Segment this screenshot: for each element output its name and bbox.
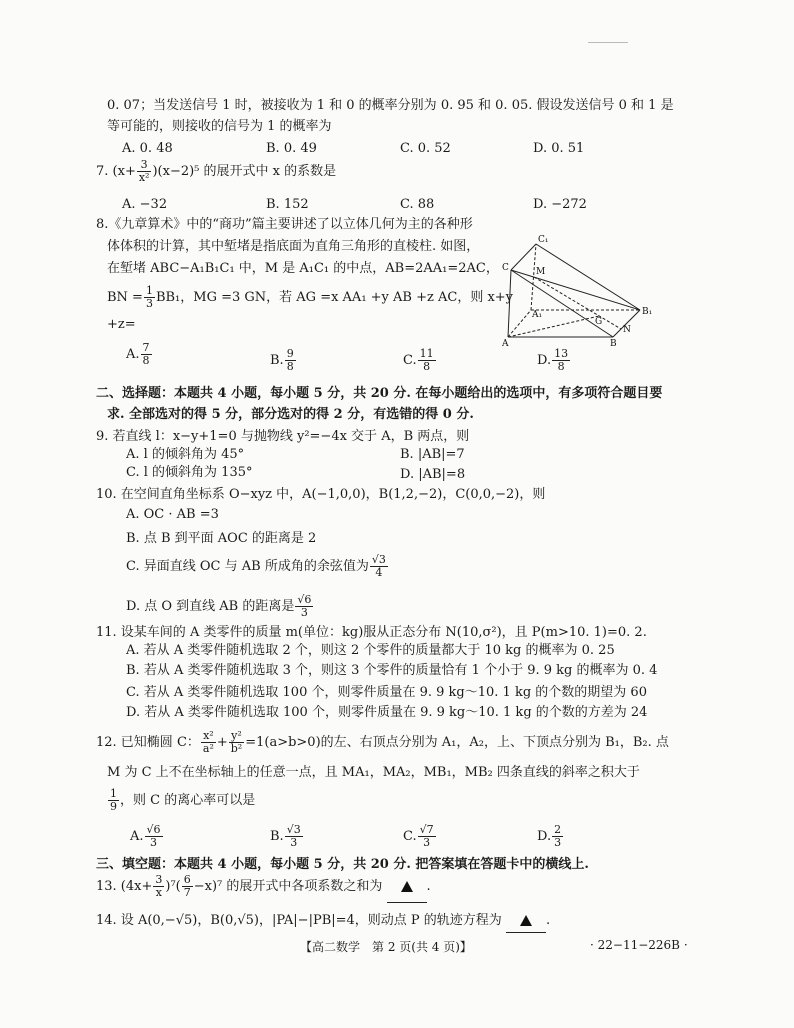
edge-a-c — [508, 270, 511, 337]
q6-line-2: 等可能的，则接收的信号为 1 的概率为 — [107, 119, 332, 134]
edge-a-a1 — [508, 310, 531, 337]
q12-option-c — [403, 822, 437, 852]
q7-frac-num: 3 — [137, 159, 152, 172]
section-3-heading: 三、填空题：本题共 4 小题，每小题 5 分，共 20 分. 把答案填在答题卡中的横线上. — [96, 857, 589, 872]
q12-prefix: 12. 已知椭圆 C： — [96, 735, 200, 750]
q14-period: . — [545, 913, 551, 928]
q14-stem — [96, 910, 550, 933]
edge-c-b1 — [511, 270, 640, 310]
q12-frac-x — [201, 730, 216, 755]
label-a1: A₁ — [532, 310, 543, 320]
q9-option-b: B. |AB|=7 — [400, 447, 465, 462]
edge-c-c1 — [511, 244, 536, 270]
q12-option-d-label: D. — [537, 829, 552, 844]
q12-suffix: =1(a>b>0)的左、右顶点分别为 A₁，A₂，上、下顶点分别为 B₁，B₂. 点 — [245, 735, 669, 750]
q12-frac-x-num: x² — [201, 730, 216, 743]
top-mark — [588, 42, 628, 43]
q10-option-d — [126, 592, 314, 622]
q12-option-b-label: B. — [270, 829, 284, 844]
q8-vec-rest: BB₁，MG =3 GN，若 AG =x AA₁ +y AB +z AC，则 x+y — [155, 290, 514, 305]
q13-mid: )⁷( — [165, 879, 181, 894]
q8-frac-num: 1 — [145, 284, 153, 297]
section-2-heading-1: 二、选择题：本题共 4 小题，每小题 5 分，共 20 分. 在每小题给出的选项中，有多项符合题目要 — [96, 386, 663, 401]
q12-option-a-num: √6 — [146, 823, 161, 836]
q10-option-b: B. 点 B 到平面 AOC 的距离是 2 — [126, 531, 317, 546]
q12-option-c-den: 3 — [423, 836, 431, 849]
q12-frac-y-num: y² — [229, 730, 244, 743]
q11-option-b: B. 若从 A 类零件随机选取 3 个，则这 3 个零件的质量恰有 1 个小于 9. 9 kg 的概率为 0. 4 — [126, 663, 658, 678]
q12-line-1 — [96, 728, 669, 758]
q8-fraction — [144, 285, 155, 310]
triangle-icon — [401, 881, 413, 892]
q12-plus: + — [216, 735, 228, 750]
q13-frac-2-den: 7 — [183, 886, 191, 899]
q9-option-c: C. l 的倾斜角为 135° — [126, 465, 253, 480]
q7-option-d: D. −272 — [533, 197, 587, 212]
q12-ninth-num: 1 — [110, 787, 117, 800]
q8-option-c-num: 11 — [419, 347, 434, 360]
q10-stem: 10. 在空间直角坐标系 O−xyz 中，A(−1,0,0)，B(1,2,−2)，C(0,0,−2)，则 — [96, 487, 546, 502]
footer-code: · 22−11−226B · — [590, 938, 688, 952]
q12-option-d-den: 3 — [554, 836, 562, 849]
q7-option-b: B. 152 — [266, 197, 309, 212]
q14-text: 14. 设 A(0,−√5)，B(0,√5)，|PA|−|PB|=4，则动点 P 的轨迹方程为 — [96, 913, 502, 928]
q6-option-d: D. 0. 51 — [533, 141, 585, 156]
q8-option-d-frac — [552, 348, 570, 373]
q10-option-d-num: √6 — [297, 593, 312, 606]
q10-option-c-den: 4 — [375, 566, 383, 579]
q12-option-d-frac — [552, 824, 563, 849]
q8-line-4 — [107, 284, 513, 312]
q10-option-d-frac — [295, 594, 313, 619]
q10-option-c-frac — [370, 554, 388, 579]
q13-prefix: 13. (4x+ — [96, 879, 153, 894]
q10-option-c-num: √3 — [371, 553, 386, 566]
q8-line-1: 8.《九章算术》中的“商功”篇主要讲述了以立体几何为主的各种形 — [96, 217, 473, 232]
q8-option-a-den: 8 — [142, 354, 150, 367]
q12-option-b-frac — [285, 824, 303, 849]
q12-option-a-frac — [145, 824, 163, 849]
label-n: N — [623, 325, 631, 335]
q8-option-c-label: C. — [403, 353, 417, 368]
q8-option-d-label: D. — [537, 353, 552, 368]
q12-option-d — [537, 822, 564, 852]
q8-option-c-den: 8 — [423, 360, 431, 373]
q8-line-2: 体体积的计算，其中堑堵是指底面为直角三角形的直棱柱. 如图， — [107, 239, 480, 254]
label-c: C — [502, 263, 509, 273]
label-c1: C₁ — [538, 235, 549, 245]
q13-frac-1 — [153, 874, 164, 899]
q10-option-c-text: C. 异面直线 OC 与 AB 所成角的余弦值为 — [126, 559, 369, 574]
q13-text: −x)⁷ 的展开式中各项系数之和为 — [193, 879, 383, 894]
q7-fraction — [137, 159, 152, 184]
q8-option-b-num: 9 — [286, 347, 294, 360]
q11-option-c: C. 若从 A 类零件随机选取 100 个，则零件质量在 9. 9 kg～10. 1 kg 的个数的期望为 60 — [126, 685, 647, 700]
section-2-heading-2: 求. 全部选对的得 5 分，部分选对的得 2 分，有选错的得 0 分. — [107, 407, 474, 422]
q13-frac-2-num: 6 — [183, 873, 191, 886]
q9-option-d: D. |AB|=8 — [400, 467, 466, 482]
q11-option-a: A. 若从 A 类零件随机选取 2 个，则这 2 个零件的质量都大于 10 kg 的概率为 0. 25 — [126, 643, 615, 658]
q9-stem: 9. 若直线 l：x−y+1=0 与抛物线 y²=−4x 交于 A，B 两点，则 — [96, 429, 470, 444]
q10-option-a: A. OC · AB =3 — [126, 507, 219, 522]
q10-option-d-den: 3 — [300, 606, 308, 619]
q12-option-c-num: √7 — [419, 823, 434, 836]
q8-option-d-den: 8 — [557, 360, 565, 373]
q13-frac-2 — [182, 874, 193, 899]
q12-frac-y — [229, 730, 244, 755]
q12-option-b-den: 3 — [290, 836, 298, 849]
q6-option-c: C. 0. 52 — [400, 141, 451, 156]
q13-answer-blank[interactable] — [387, 872, 427, 903]
edge-c1-b1 — [536, 244, 640, 310]
prism-figure — [498, 232, 658, 347]
q12-ninth-den: 9 — [110, 800, 117, 813]
q8-option-a-num: 7 — [142, 341, 150, 354]
label-b: B — [610, 339, 617, 347]
label-b1: B₁ — [642, 307, 653, 317]
q7-option-c: C. 88 — [400, 197, 435, 212]
q12-option-b — [270, 822, 304, 852]
q8-frac-den: 3 — [145, 297, 153, 310]
q13-stem — [96, 872, 431, 903]
q12-option-d-num: 2 — [554, 823, 562, 836]
q12-frac-y-den: b² — [230, 742, 243, 755]
q6-option-b: B. 0. 49 — [266, 141, 317, 156]
q8-line-5: +z= — [107, 317, 136, 332]
q8-option-d-num: 13 — [554, 347, 569, 360]
q8-line-3: 在堑堵 ABC−A₁B₁C₁ 中，M 是 A₁C₁ 的中点，AB=2AA₁=2AC， — [107, 261, 499, 276]
q8-option-c-frac — [418, 348, 436, 373]
q7-expr-b: )(x−2)⁵ — [152, 164, 200, 179]
q12-line-3-text: ，则 C 的离心率可以是 — [120, 793, 256, 808]
triangle-icon — [520, 915, 532, 926]
q8-option-a-label: A. — [126, 347, 140, 362]
footer-page-info: 【高二数学 第 2 页(共 4 页)】 — [300, 940, 472, 954]
q7-option-a: A. −32 — [122, 197, 168, 212]
q7-expr-a: (x+ — [112, 164, 136, 179]
q12-line-2: M 为 C 上不在坐标轴上的任意一点，且 MA₁，MA₂，MB₁，MB₂ 四条直线的斜率之积大于 — [107, 765, 640, 780]
q13-frac-1-num: 3 — [155, 873, 163, 886]
q7-number: 7. — [96, 164, 109, 179]
q13-frac-1-den: x — [155, 886, 162, 899]
q13-period: . — [426, 879, 431, 894]
q12-option-a — [130, 822, 164, 852]
q12-option-c-frac — [418, 824, 436, 849]
q14-answer-blank[interactable] — [506, 910, 546, 933]
q11-stem: 11. 设某车间的 A 类零件的质量 m(单位：kg)服从正态分布 N(10,σ²)，且 P(m>10. 1)=0. 2. — [96, 625, 647, 640]
q8-option-d — [537, 346, 571, 376]
q8-option-c — [403, 346, 437, 376]
q12-option-b-num: √3 — [286, 823, 301, 836]
q8-option-a — [126, 340, 153, 370]
label-m: M — [536, 267, 546, 277]
q8-option-b-den: 8 — [286, 360, 294, 373]
q7-stem — [96, 158, 336, 186]
q12-line-3 — [107, 786, 255, 816]
q12-frac-ninth — [108, 788, 119, 813]
label-g: G — [595, 317, 603, 327]
q8-option-b-label: B. — [270, 353, 284, 368]
q6-line-1: 0. 07；当发送信号 1 时，被接收为 1 和 0 的概率分别为 0. 95 和 0. 05. 假设发送信号 0 和 1 是 — [107, 98, 674, 113]
q12-frac-x-den: a² — [202, 742, 214, 755]
q7-frac-den: x² — [138, 171, 150, 184]
q9-option-a: A. l 的倾斜角为 45° — [126, 447, 245, 462]
q11-option-d: D. 若从 A 类零件随机选取 100 个，则零件质量在 9. 9 kg～10. 1 kg 的个数的方差为 24 — [126, 705, 648, 720]
label-a: A — [502, 339, 509, 347]
q8-option-a-frac — [141, 342, 152, 367]
q6-option-a: A. 0. 48 — [122, 141, 173, 156]
q8-vec-prefix: BN = — [107, 290, 143, 305]
q10-option-d-text: D. 点 O 到直线 AB 的距离是 — [126, 599, 295, 614]
q12-option-c-label: C. — [403, 829, 417, 844]
q12-option-a-den: 3 — [150, 836, 158, 849]
q8-option-b — [270, 346, 297, 376]
q10-option-c — [126, 552, 389, 582]
q12-option-a-label: A. — [130, 829, 144, 844]
q7-text: 的展开式中 x 的系数是 — [203, 164, 337, 179]
q8-option-b-frac — [285, 348, 296, 373]
